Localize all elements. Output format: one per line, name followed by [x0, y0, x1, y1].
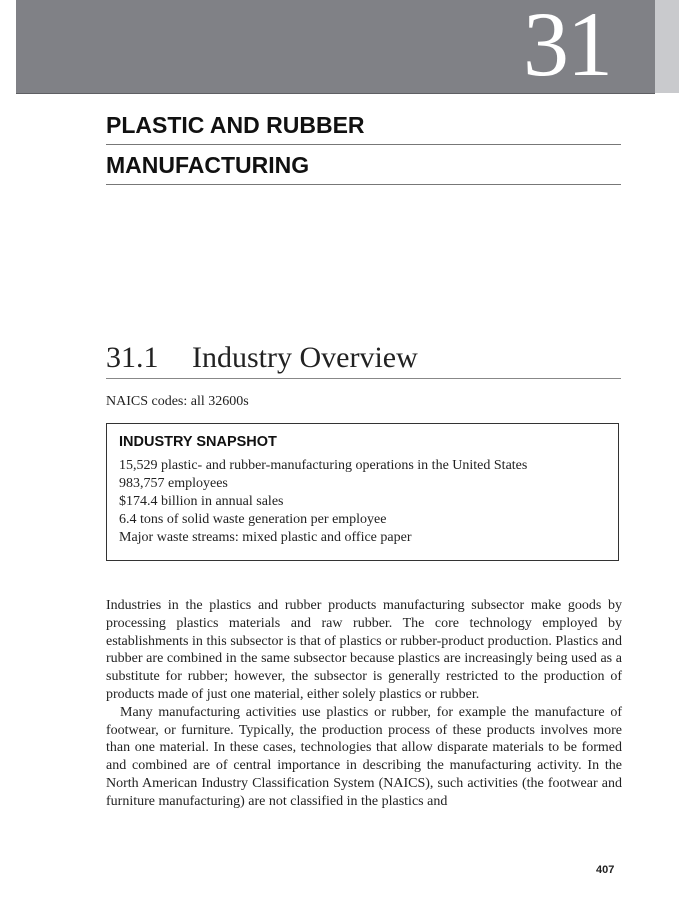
- section-title: Industry Overview: [192, 341, 418, 374]
- body-paragraph: Industries in the plastics and rubber products manufacturing subsector make goods by processing plastics materials and raw rubber. The core technology employed by establishments in this subsector is that of plastics or rubber-product production. Plastics and rubber are combined in the same subsector because plastics are increasingly being used as a substitute for rubber; however, the subsector is generally restricted to the production of products made of just one material, either solely plastics or rubber.: [106, 598, 622, 702]
- snapshot-item: 6.4 tons of solid waste generation per employee: [119, 512, 387, 527]
- body-paragraph: Many manufacturing activities use plastics or rubber, for example the manufacture of footwear, or furniture. Typically, the production process of these products involves more than one material. In these cases, technologies that allow disparate materials to be formed and combined are of central importance in describing the manufacturing activity. In the North American Industry Classification System (NAICS), such activities (the footwear and furniture manufacturing) are not classified in the plastics and: [106, 704, 622, 809]
- page-number: 407: [596, 864, 615, 876]
- industry-snapshot-box: [106, 423, 619, 561]
- chapter-title-line-2: MANUFACTURING: [106, 145, 621, 185]
- chapter-title-line-1: PLASTIC AND RUBBER: [106, 105, 621, 145]
- snapshot-item: 983,757 employees: [119, 476, 228, 491]
- chapter-title: [106, 105, 621, 185]
- snapshot-item: 15,529 plastic- and rubber-manufacturing operations in the United States: [119, 458, 528, 473]
- snapshot-title: INDUSTRY SNAPSHOT: [119, 434, 277, 450]
- naics-codes: NAICS codes: all 32600s: [106, 394, 249, 409]
- chapter-header-band: [16, 0, 655, 94]
- snapshot-item: $174.4 billion in annual sales: [119, 494, 284, 509]
- section-heading: [106, 340, 621, 379]
- body-text: [106, 597, 622, 811]
- section-number: 31.1: [106, 341, 159, 374]
- chapter-number: 31: [523, 0, 611, 95]
- chapter-header-tab: [655, 0, 679, 93]
- snapshot-item: Major waste streams: mixed plastic and office paper: [119, 530, 412, 545]
